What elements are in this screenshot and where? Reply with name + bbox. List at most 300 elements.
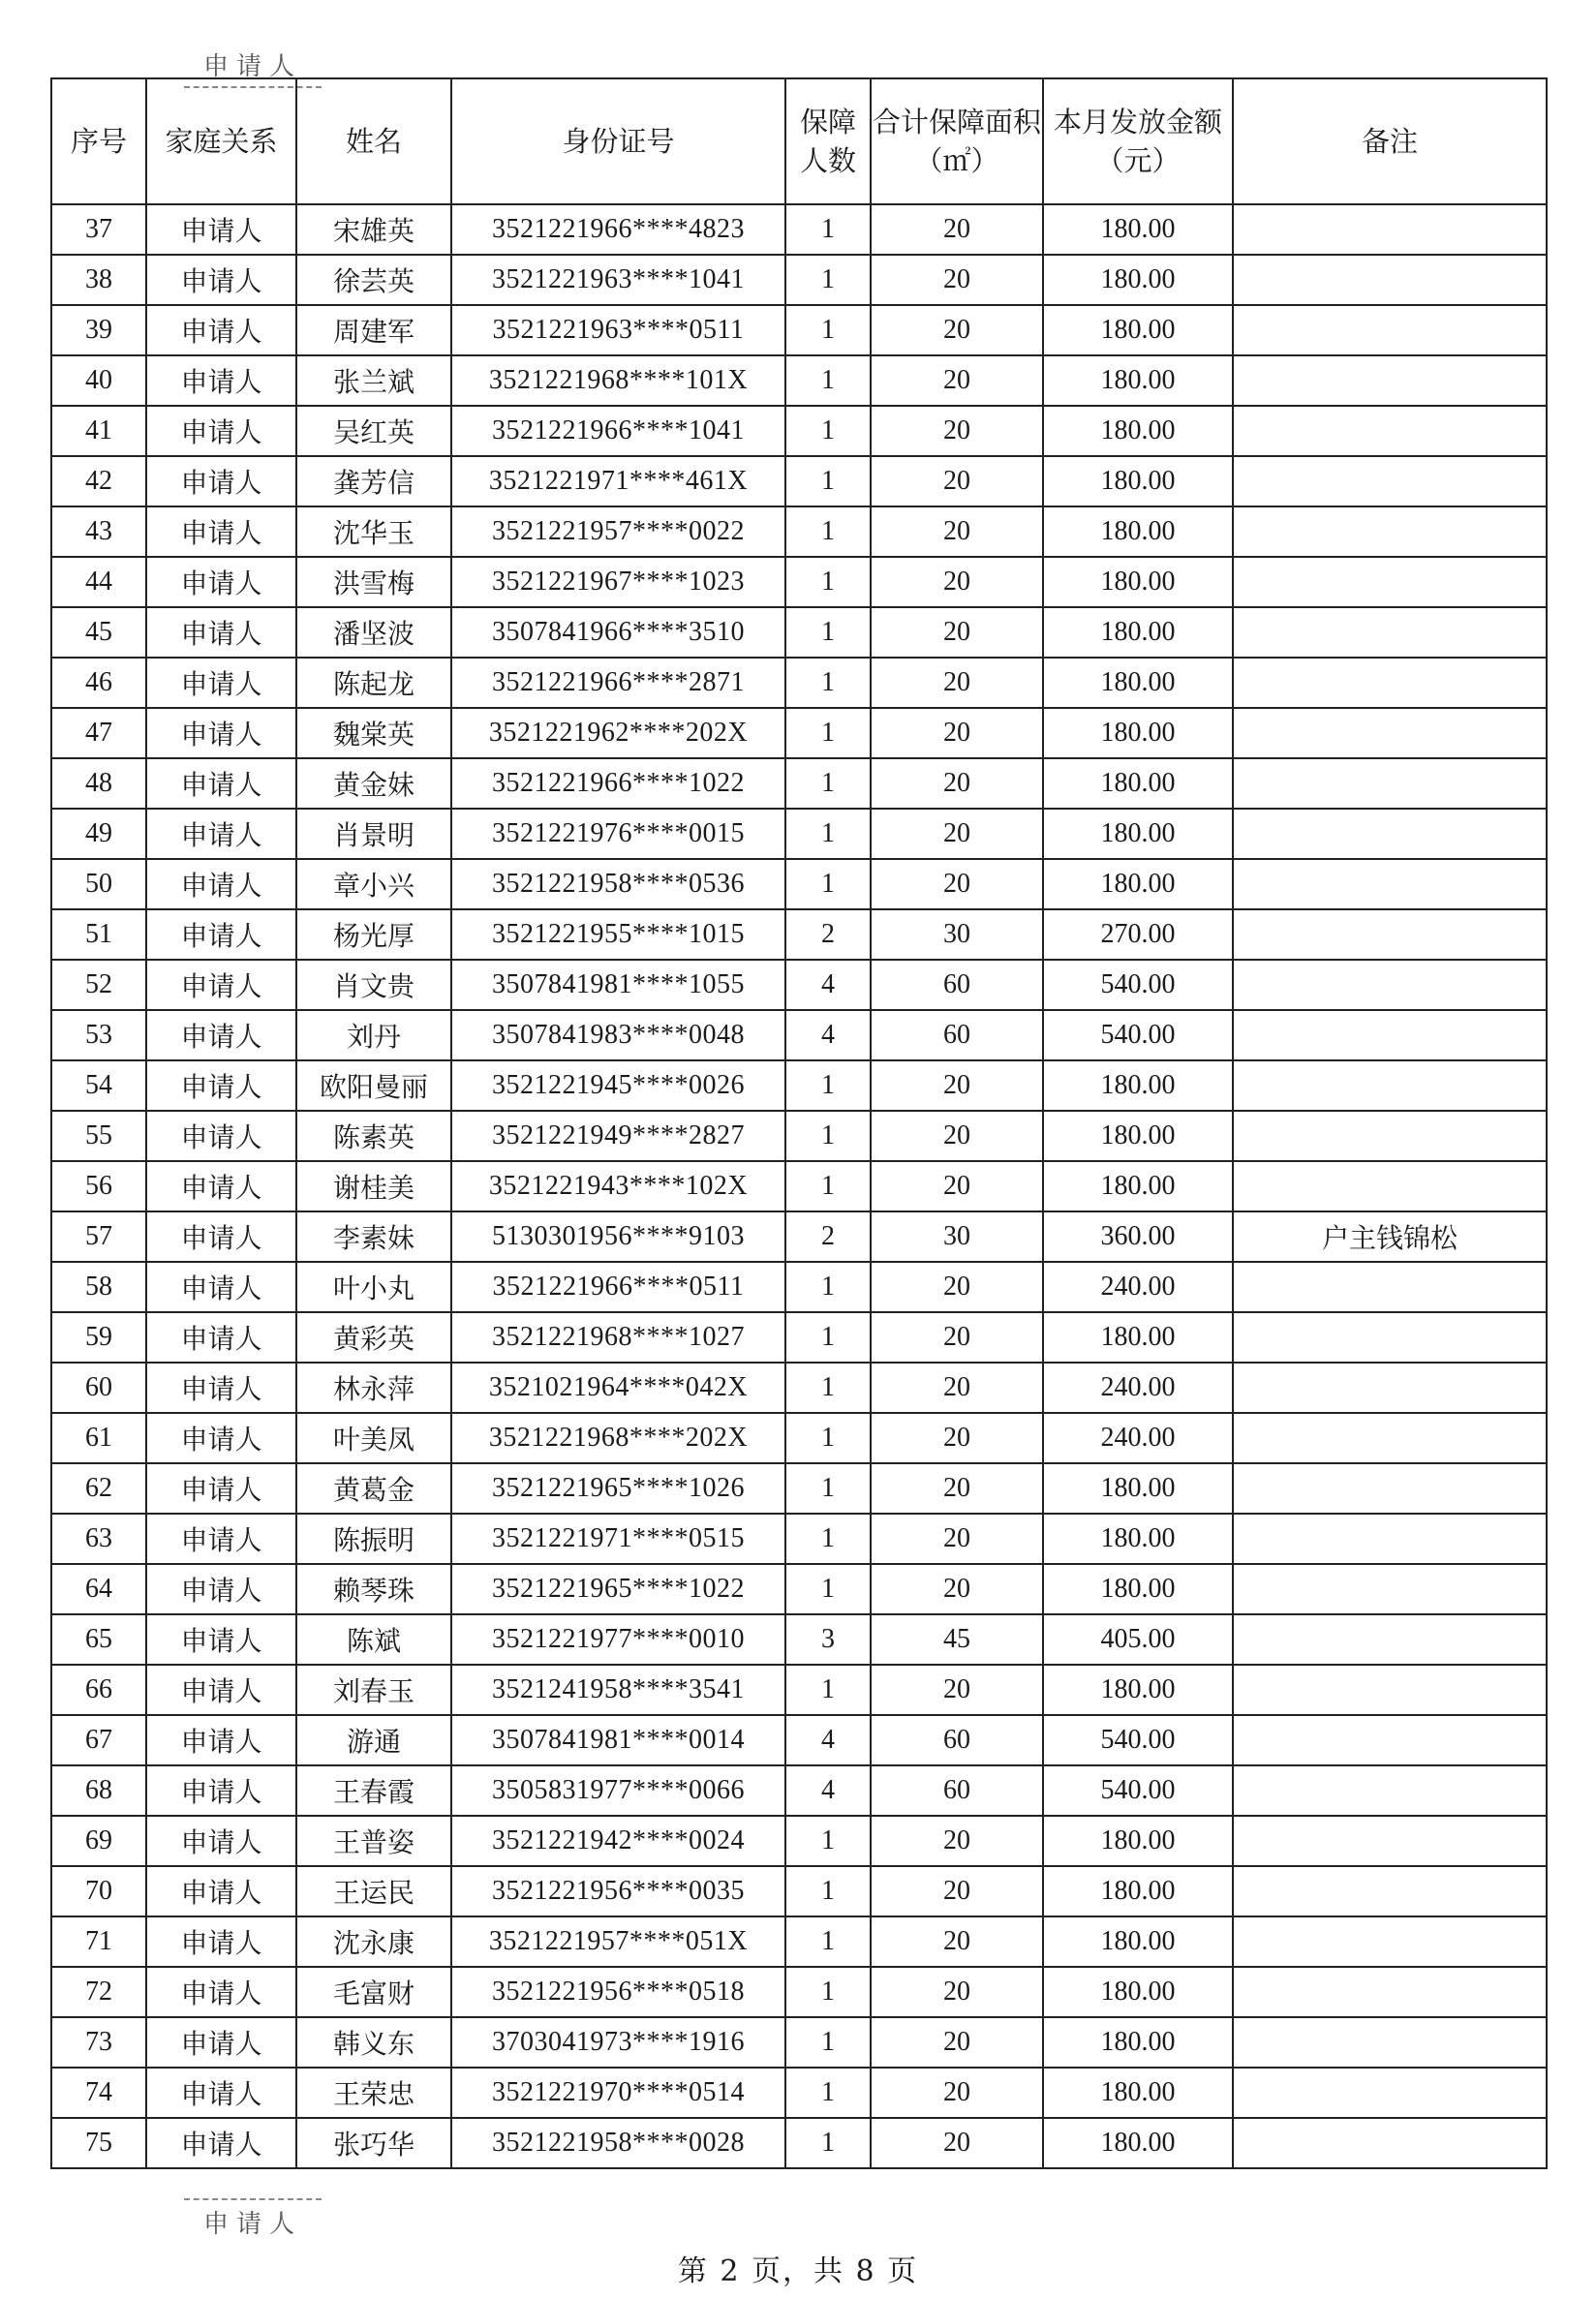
cell-area: 20 [871,1262,1043,1312]
cell-remark [1233,909,1547,960]
cell-name: 沈永康 [296,1916,451,1967]
cell-seq: 45 [51,607,146,658]
cell-area: 20 [871,809,1043,859]
cell-remark [1233,1866,1547,1916]
table-row [51,1413,1547,1463]
cell-id-number: 3521221966****2871 [451,658,785,708]
cell-relation: 申请人 [146,2017,296,2068]
cell-seq: 47 [51,708,146,758]
cell-relation: 申请人 [146,1413,296,1463]
cell-remark [1233,1614,1547,1665]
cell-id-number: 3521221949****2827 [451,1111,785,1161]
cell-area: 60 [871,960,1043,1010]
cell-amount: 180.00 [1043,557,1233,607]
cell-id-number: 3521221970****0514 [451,2068,785,2118]
cell-area: 20 [871,305,1043,355]
cell-amount: 180.00 [1043,1161,1233,1211]
cell-amount: 180.00 [1043,1111,1233,1161]
cell-remark [1233,506,1547,557]
cell-count: 1 [785,607,871,658]
table-row [51,456,1547,506]
cell-remark [1233,1161,1547,1211]
cell-id-number: 3521221962****202X [451,708,785,758]
cell-seq: 73 [51,2017,146,2068]
cell-id-number: 3521221968****202X [451,1413,785,1463]
cell-relation: 申请人 [146,355,296,406]
cell-name: 叶美凤 [296,1413,451,1463]
cell-area: 20 [871,658,1043,708]
cell-id-number: 5130301956****9103 [451,1211,785,1262]
cell-count: 1 [785,557,871,607]
cell-relation: 申请人 [146,1765,296,1816]
cell-name: 王荣忠 [296,2068,451,2118]
header-id-number: 身份证号 [451,78,785,204]
cell-amount: 180.00 [1043,1060,1233,1111]
table-row [51,1161,1547,1211]
cell-remark [1233,255,1547,305]
table-row [51,960,1547,1010]
cell-relation: 申请人 [146,1111,296,1161]
cell-remark [1233,1514,1547,1564]
cell-count: 1 [785,758,871,809]
cell-id-number: 3521221966****1022 [451,758,785,809]
cell-id-number: 3521221956****0035 [451,1866,785,1916]
cell-relation: 申请人 [146,960,296,1010]
cell-seq: 62 [51,1463,146,1514]
cell-id-number: 3521221957****051X [451,1916,785,1967]
cell-remark [1233,1111,1547,1161]
cell-amount: 540.00 [1043,1010,1233,1060]
table-row [51,1463,1547,1514]
cell-name: 刘丹 [296,1010,451,1060]
table-row [51,1211,1547,1262]
cell-seq: 57 [51,1211,146,1262]
cell-name: 沈华玉 [296,506,451,557]
cell-id-number: 3521221957****0022 [451,506,785,557]
header-count: 保障人数 [785,78,871,204]
table-body [51,204,1547,2168]
cell-relation: 申请人 [146,1816,296,1866]
cell-count: 1 [785,1564,871,1614]
cell-amount: 360.00 [1043,1211,1233,1262]
cell-id-number: 3507841981****0014 [451,1715,785,1765]
cell-id-number: 3507841966****3510 [451,607,785,658]
cell-remark [1233,1665,1547,1715]
cell-id-number: 3521221943****102X [451,1161,785,1211]
cell-area: 20 [871,2068,1043,2118]
cell-amount: 180.00 [1043,1816,1233,1866]
cell-amount: 180.00 [1043,2017,1233,2068]
table-row [51,1363,1547,1413]
cell-seq: 46 [51,658,146,708]
cell-seq: 43 [51,506,146,557]
cell-id-number: 3521221958****0536 [451,859,785,909]
cell-count: 4 [785,960,871,1010]
cell-area: 20 [871,859,1043,909]
cell-name: 叶小丸 [296,1262,451,1312]
cell-id-number: 3521221971****0515 [451,1514,785,1564]
cell-seq: 64 [51,1564,146,1614]
cell-amount: 180.00 [1043,809,1233,859]
cell-id-number: 3521221971****461X [451,456,785,506]
cell-amount: 240.00 [1043,1413,1233,1463]
cell-count: 1 [785,1866,871,1916]
cell-seq: 51 [51,909,146,960]
cell-name: 陈振明 [296,1514,451,1564]
cell-relation: 申请人 [146,406,296,456]
cell-name: 洪雪梅 [296,557,451,607]
table-row [51,1312,1547,1363]
cell-count: 1 [785,2068,871,2118]
cell-area: 20 [871,1161,1043,1211]
cell-area: 20 [871,1564,1043,1614]
cell-seq: 37 [51,204,146,255]
cell-amount: 180.00 [1043,456,1233,506]
cell-id-number: 3521221963****0511 [451,305,785,355]
subsidy-table [50,77,1548,2169]
cell-area: 30 [871,1211,1043,1262]
cell-relation: 申请人 [146,859,296,909]
cell-relation: 申请人 [146,1010,296,1060]
cell-relation: 申请人 [146,305,296,355]
cell-count: 1 [785,1161,871,1211]
table-row [51,1765,1547,1816]
cell-seq: 41 [51,406,146,456]
cell-count: 1 [785,1060,871,1111]
cell-seq: 59 [51,1312,146,1363]
cell-name: 陈素英 [296,1111,451,1161]
cell-remark [1233,1967,1547,2017]
cell-id-number: 3521221942****0024 [451,1816,785,1866]
cell-remark [1233,708,1547,758]
cell-seq: 54 [51,1060,146,1111]
cell-count: 4 [785,1715,871,1765]
table-row [51,2068,1547,2118]
cell-seq: 71 [51,1916,146,1967]
cell-remark [1233,1010,1547,1060]
cell-seq: 56 [51,1161,146,1211]
cell-amount: 180.00 [1043,2068,1233,2118]
cell-amount: 180.00 [1043,1665,1233,1715]
cell-seq: 53 [51,1010,146,1060]
cell-relation: 申请人 [146,1916,296,1967]
cell-amount: 180.00 [1043,1514,1233,1564]
cell-relation: 申请人 [146,557,296,607]
cell-remark [1233,2068,1547,2118]
cell-name: 章小兴 [296,859,451,909]
cell-area: 20 [871,758,1043,809]
header-relation: 家庭关系 [146,78,296,204]
cell-area: 20 [871,355,1043,406]
cell-amount: 405.00 [1043,1614,1233,1665]
table-row [51,1111,1547,1161]
cell-remark [1233,1060,1547,1111]
cell-id-number: 3521221966****0511 [451,1262,785,1312]
table-row [51,305,1547,355]
cell-remark [1233,1413,1547,1463]
cell-name: 张兰斌 [296,355,451,406]
cell-amount: 540.00 [1043,960,1233,1010]
cell-count: 1 [785,1262,871,1312]
cell-area: 20 [871,2118,1043,2168]
cell-count: 1 [785,1967,871,2017]
cell-name: 龚芳信 [296,456,451,506]
cell-amount: 180.00 [1043,305,1233,355]
cell-relation: 申请人 [146,1564,296,1614]
cell-name: 潘坚波 [296,607,451,658]
table-header-row [51,78,1547,204]
header-area: 合计保障面积（㎡） [871,78,1043,204]
cell-area: 20 [871,1363,1043,1413]
table-row [51,1866,1547,1916]
cell-id-number: 3521221967****1023 [451,557,785,607]
cell-remark [1233,809,1547,859]
cell-count: 1 [785,1665,871,1715]
header-remark: 备注 [1233,78,1547,204]
cell-seq: 52 [51,960,146,1010]
cell-id-number: 3521221965****1022 [451,1564,785,1614]
cell-name: 韩义东 [296,2017,451,2068]
cell-seq: 44 [51,557,146,607]
cell-id-number: 3521221965****1026 [451,1463,785,1514]
cell-amount: 270.00 [1043,909,1233,960]
cell-area: 60 [871,1010,1043,1060]
cell-remark [1233,1715,1547,1765]
cell-count: 1 [785,1111,871,1161]
cell-amount: 180.00 [1043,355,1233,406]
cell-count: 1 [785,658,871,708]
cell-relation: 申请人 [146,1967,296,2017]
bottom-scan-fragment: 申请人 [184,2198,322,2240]
cell-name: 肖文贵 [296,960,451,1010]
cell-count: 1 [785,1363,871,1413]
cell-seq: 40 [51,355,146,406]
cell-remark [1233,1312,1547,1363]
cell-amount: 240.00 [1043,1363,1233,1413]
cell-seq: 60 [51,1363,146,1413]
table-row [51,1715,1547,1765]
cell-area: 20 [871,1816,1043,1866]
cell-area: 60 [871,1715,1043,1765]
cell-seq: 58 [51,1262,146,1312]
cell-relation: 申请人 [146,658,296,708]
cell-amount: 180.00 [1043,1916,1233,1967]
table-row [51,859,1547,909]
cell-relation: 申请人 [146,2068,296,2118]
cell-id-number: 3507841981****1055 [451,960,785,1010]
cell-amount: 180.00 [1043,506,1233,557]
cell-remark [1233,305,1547,355]
cell-count: 1 [785,355,871,406]
table-row [51,557,1547,607]
cell-area: 20 [871,1866,1043,1916]
cell-count: 1 [785,1312,871,1363]
cell-seq: 67 [51,1715,146,1765]
table-row [51,255,1547,305]
cell-seq: 70 [51,1866,146,1916]
cell-id-number: 3521221945****0026 [451,1060,785,1111]
cell-seq: 38 [51,255,146,305]
cell-relation: 申请人 [146,456,296,506]
cell-amount: 540.00 [1043,1715,1233,1765]
table-row [51,1665,1547,1715]
cell-seq: 75 [51,2118,146,2168]
cell-relation: 申请人 [146,2118,296,2168]
cell-count: 1 [785,456,871,506]
cell-area: 20 [871,1967,1043,2017]
cell-remark [1233,1262,1547,1312]
cell-id-number: 3703041973****1916 [451,2017,785,2068]
table-row [51,658,1547,708]
cell-area: 20 [871,1514,1043,1564]
cell-amount: 180.00 [1043,1866,1233,1916]
cell-amount: 180.00 [1043,1967,1233,2017]
table-row [51,2017,1547,2068]
cell-name: 黄彩英 [296,1312,451,1363]
cell-count: 2 [785,909,871,960]
cell-amount: 180.00 [1043,2118,1233,2168]
cell-amount: 180.00 [1043,658,1233,708]
cell-name: 毛富财 [296,1967,451,2017]
cell-relation: 申请人 [146,758,296,809]
cell-amount: 180.00 [1043,708,1233,758]
cell-relation: 申请人 [146,809,296,859]
cell-id-number: 3521021964****042X [451,1363,785,1413]
cell-name: 陈斌 [296,1614,451,1665]
top-scan-fragment: 申请人 [184,46,322,88]
cell-count: 4 [785,1765,871,1816]
cell-amount: 180.00 [1043,758,1233,809]
cell-id-number: 3507841983****0048 [451,1010,785,1060]
cell-area: 20 [871,1060,1043,1111]
table-row [51,1060,1547,1111]
cell-name: 杨光厚 [296,909,451,960]
cell-seq: 61 [51,1413,146,1463]
cell-relation: 申请人 [146,1060,296,1111]
table-row [51,1514,1547,1564]
cell-amount: 240.00 [1043,1262,1233,1312]
cell-id-number: 3521221966****1041 [451,406,785,456]
cell-remark [1233,758,1547,809]
table-row [51,1967,1547,2017]
cell-amount: 180.00 [1043,1463,1233,1514]
table-row [51,708,1547,758]
cell-relation: 申请人 [146,204,296,255]
cell-area: 20 [871,1665,1043,1715]
cell-count: 1 [785,859,871,909]
cell-amount: 180.00 [1043,204,1233,255]
cell-name: 赖琴珠 [296,1564,451,1614]
cell-relation: 申请人 [146,1866,296,1916]
cell-name: 黄葛金 [296,1463,451,1514]
table-row [51,1010,1547,1060]
cell-area: 20 [871,255,1043,305]
cell-remark [1233,607,1547,658]
cell-name: 李素妹 [296,1211,451,1262]
cell-name: 肖景明 [296,809,451,859]
cell-id-number: 3521221977****0010 [451,1614,785,1665]
cell-area: 45 [871,1614,1043,1665]
cell-remark [1233,1363,1547,1413]
table-row [51,2118,1547,2168]
cell-count: 1 [785,305,871,355]
table-row [51,355,1547,406]
cell-area: 20 [871,1413,1043,1463]
cell-count: 1 [785,204,871,255]
cell-count: 1 [785,1916,871,1967]
cell-name: 黄金妹 [296,758,451,809]
cell-seq: 72 [51,1967,146,2017]
cell-area: 20 [871,406,1043,456]
cell-seq: 74 [51,2068,146,2118]
cell-remark [1233,355,1547,406]
cell-id-number: 3521241958****3541 [451,1665,785,1715]
cell-area: 20 [871,1463,1043,1514]
table-row [51,758,1547,809]
cell-relation: 申请人 [146,1211,296,1262]
cell-area: 20 [871,557,1043,607]
cell-id-number: 3521221956****0518 [451,1967,785,2017]
table-row [51,1564,1547,1614]
cell-name: 林永萍 [296,1363,451,1413]
cell-seq: 66 [51,1665,146,1715]
table-row [51,809,1547,859]
cell-remark [1233,2017,1547,2068]
cell-count: 1 [785,506,871,557]
cell-count: 1 [785,1514,871,1564]
cell-relation: 申请人 [146,1514,296,1564]
cell-remark [1233,658,1547,708]
cell-relation: 申请人 [146,1463,296,1514]
cell-area: 60 [871,1765,1043,1816]
cell-relation: 申请人 [146,1262,296,1312]
cell-amount: 180.00 [1043,255,1233,305]
cell-name: 周建军 [296,305,451,355]
cell-count: 1 [785,406,871,456]
cell-remark [1233,1816,1547,1866]
cell-amount: 180.00 [1043,1564,1233,1614]
cell-seq: 68 [51,1765,146,1816]
cell-name: 魏棠英 [296,708,451,758]
cell-count: 1 [785,2017,871,2068]
table-row [51,1816,1547,1866]
cell-seq: 69 [51,1816,146,1866]
cell-id-number: 3521221958****0028 [451,2118,785,2168]
cell-seq: 55 [51,1111,146,1161]
cell-count: 1 [785,1413,871,1463]
cell-name: 张巧华 [296,2118,451,2168]
cell-remark [1233,1765,1547,1816]
cell-relation: 申请人 [146,1363,296,1413]
cell-area: 20 [871,607,1043,658]
cell-name: 游通 [296,1715,451,1765]
cell-relation: 申请人 [146,255,296,305]
header-name: 姓名 [296,78,451,204]
table-row [51,607,1547,658]
cell-remark [1233,859,1547,909]
cell-amount: 180.00 [1043,406,1233,456]
cell-count: 1 [785,809,871,859]
cell-name: 欧阳曼丽 [296,1060,451,1111]
cell-area: 20 [871,456,1043,506]
cell-seq: 49 [51,809,146,859]
cell-relation: 申请人 [146,1312,296,1363]
cell-id-number: 3521221976****0015 [451,809,785,859]
table-row [51,1916,1547,1967]
cell-seq: 42 [51,456,146,506]
cell-relation: 申请人 [146,708,296,758]
cell-remark: 户主钱锦松 [1233,1211,1547,1262]
